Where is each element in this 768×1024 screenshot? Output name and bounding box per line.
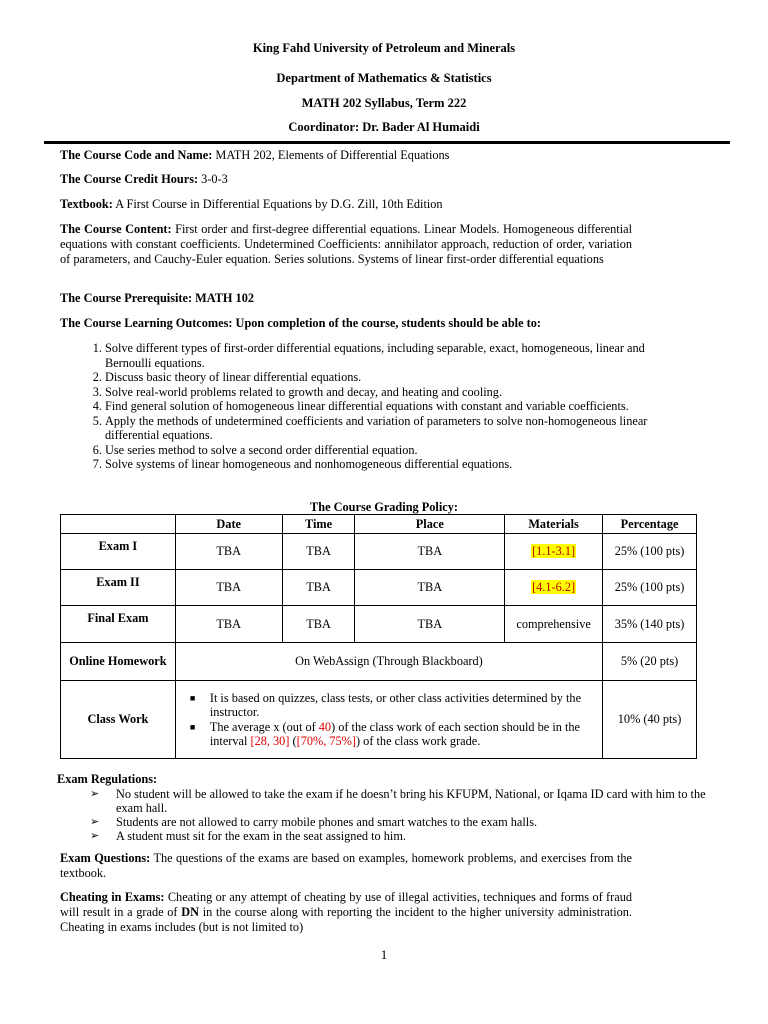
exam-regulations-list: [90, 787, 720, 843]
textbook-label: Textbook:: [60, 197, 113, 211]
grading-policy-title: The Course Grading Policy:: [310, 500, 458, 514]
header-divider: [44, 141, 730, 144]
exam-regulations-title: Exam Regulations:: [57, 772, 158, 786]
department-name: Department of Mathematics & Statistics: [276, 71, 492, 85]
classwork-bullet-text-c: (: [289, 734, 297, 748]
page-number: 1: [380, 947, 388, 962]
course-code-line: [60, 148, 632, 163]
final-time: TBA: [282, 606, 355, 643]
classwork-bullet-text: It is based on quizzes, class tests, or other class activities determined by the instructor.: [209, 690, 582, 719]
classwork-percentage: 10% (40 pts): [603, 681, 697, 759]
cheating-label: Cheating in Exams:: [60, 890, 165, 904]
regulation-item: [90, 787, 720, 815]
exam-questions-text: The questions of the exams are based on examples, homework problems, and exercises from the textbook.: [60, 851, 633, 880]
homework-detail: On WebAssign (Through Blackboard): [175, 643, 602, 681]
cheating-text-b: in the course along with reporting the incident to the higher university administration. Cheating in exams includes (but is not limited to): [60, 905, 632, 934]
credit-hours-value: 3-0-3: [198, 172, 228, 186]
textbook-value: A First Course in Differential Equations by D.G. Zill, 10th Edition: [112, 197, 443, 211]
classwork-bullet-text-b: ) of the class work of each section should be in the interval: [209, 719, 581, 748]
course-content: [60, 222, 632, 267]
regulation-item: [90, 829, 720, 843]
course-prerequisite: The Course Prerequisite: MATH 102: [60, 291, 254, 305]
coordinator: Coordinator: Dr. Bader Al Humaidi: [288, 120, 480, 134]
header-date: Date: [175, 515, 282, 534]
exam1-materials: [1.1-3.1]: [532, 544, 576, 558]
table-row-exam1: [61, 534, 697, 570]
header-time: Time: [282, 515, 355, 534]
regulation-item: [90, 815, 720, 829]
exam1-name: Exam I: [61, 534, 176, 570]
exam-questions: [60, 851, 632, 881]
exam2-percentage: 25% (100 pts): [603, 570, 697, 606]
classwork-bullet-text-d: ) of the class work grade.: [356, 734, 481, 748]
course-content-label: The Course Content:: [60, 222, 172, 236]
exam2-time: TBA: [282, 570, 355, 606]
homework-name: Online Homework: [61, 643, 176, 681]
regulation-text: Students are not allowed to carry mobile phones and smart watches to the exam halls.: [116, 815, 538, 829]
classwork-bullet: [182, 720, 596, 749]
final-percentage: 35% (140 pts): [603, 606, 697, 643]
arrow-bullet-icon: ➢: [90, 830, 100, 842]
table-row-classwork: [61, 681, 697, 759]
exam1-date: TBA: [175, 534, 282, 570]
exam-questions-label: Exam Questions:: [60, 851, 151, 865]
credit-hours-label: The Course Credit Hours:: [60, 172, 199, 186]
header-materials: Materials: [505, 515, 603, 534]
exam2-place: TBA: [355, 570, 505, 606]
outcome-item: 7. Solve systems of linear homogeneous and nonhomogeneous differential equations.: [105, 457, 650, 472]
grading-table: [60, 514, 697, 759]
classwork-bullet: [182, 691, 596, 720]
exam1-materials-cell: [505, 534, 603, 570]
table-row-homework: [61, 643, 697, 681]
cheating-in-exams: [60, 890, 632, 935]
outcome-item: 6. Use series method to solve a second order differential equation.: [105, 443, 650, 458]
classwork-percent-interval: [70%, 75%]: [296, 734, 357, 748]
exam2-materials-cell: [505, 570, 603, 606]
syllabus-title: MATH 202 Syllabus, Term 222: [301, 96, 467, 110]
outcomes-title: The Course Learning Outcomes: Upon completion of the course, students should be able to:: [60, 316, 541, 330]
outcome-item: 3. Solve real-world problems related to growth and decay, and heating and cooling.: [105, 385, 650, 400]
course-code-value: MATH 202, Elements of Differential Equations: [212, 148, 450, 162]
regulation-text: A student must sit for the exam in the seat assigned to him.: [116, 829, 406, 843]
homework-percentage: 5% (20 pts): [603, 643, 697, 681]
classwork-bullet-text-a: The average x (out of: [209, 719, 319, 734]
final-materials: comprehensive: [505, 606, 603, 643]
classwork-detail: [175, 681, 602, 759]
square-bullet-icon: ■: [189, 721, 196, 732]
final-place: TBA: [355, 606, 505, 643]
exam2-date: TBA: [175, 570, 282, 606]
header-place: Place: [355, 515, 505, 534]
cheating-text-a: Cheating or any attempt of cheating by use of illegal activities, techniques and forms of fraud will result in a grade of: [60, 890, 633, 919]
grading-header-row: [61, 515, 697, 534]
outcome-item: 1. Solve different types of first-order differential equations, including separable, exact, homogeneous, linear and Bernoulli equations.: [105, 341, 650, 370]
cheating-grade: DN: [181, 905, 199, 919]
final-name: Final Exam: [61, 606, 176, 643]
course-code-label: The Course Code and Name:: [60, 148, 213, 162]
outcome-item: 2. Discuss basic theory of linear differential equations.: [105, 370, 650, 385]
exam2-materials: [4.1-6.2]: [532, 580, 576, 594]
table-row-final: [61, 606, 697, 643]
exam1-percentage: 25% (100 pts): [603, 534, 697, 570]
header-percentage: Percentage: [603, 515, 697, 534]
classwork-bullets: [182, 691, 596, 749]
exam1-place: TBA: [355, 534, 505, 570]
regulation-text: No student will be allowed to take the exam if he doesn’t bring his KFUPM, National, or Iqama ID card with him to the exam hall.: [116, 787, 706, 815]
university-name: King Fahd University of Petroleum and Minerals: [252, 41, 516, 55]
outcome-item: 4. Find general solution of homogeneous linear differential equations with constant and variable coefficients.: [105, 399, 650, 414]
learning-outcomes-list: [80, 341, 650, 472]
outcome-item: 5. Apply the methods of undetermined coefficients and variation of parameters to solve non-homogeneous linear differential equations.: [105, 414, 650, 443]
arrow-bullet-icon: ➢: [90, 788, 100, 800]
header-empty: [61, 515, 176, 534]
course-content-value: First order and first-degree differential equations. Linear Models. Homogeneous differential equations with constant coefficients. Undetermined Coefficients: annihilator approach, reduction of order, variation of parameters, and Cauchy-Euler equation. Series solutions. Systems of linear first-order differential equations: [60, 222, 632, 266]
classwork-interval: [28, 30]: [250, 734, 290, 748]
final-date: TBA: [175, 606, 282, 643]
classwork-name: Class Work: [61, 681, 176, 759]
arrow-bullet-icon: ➢: [90, 816, 100, 828]
exam2-name: Exam II: [61, 570, 176, 606]
classwork-total-points: 40: [318, 719, 332, 734]
textbook-line: [60, 197, 632, 212]
table-row-exam2: [61, 570, 697, 606]
square-bullet-icon: ■: [189, 692, 196, 703]
credit-hours-line: [60, 172, 632, 187]
exam1-time: TBA: [282, 534, 355, 570]
